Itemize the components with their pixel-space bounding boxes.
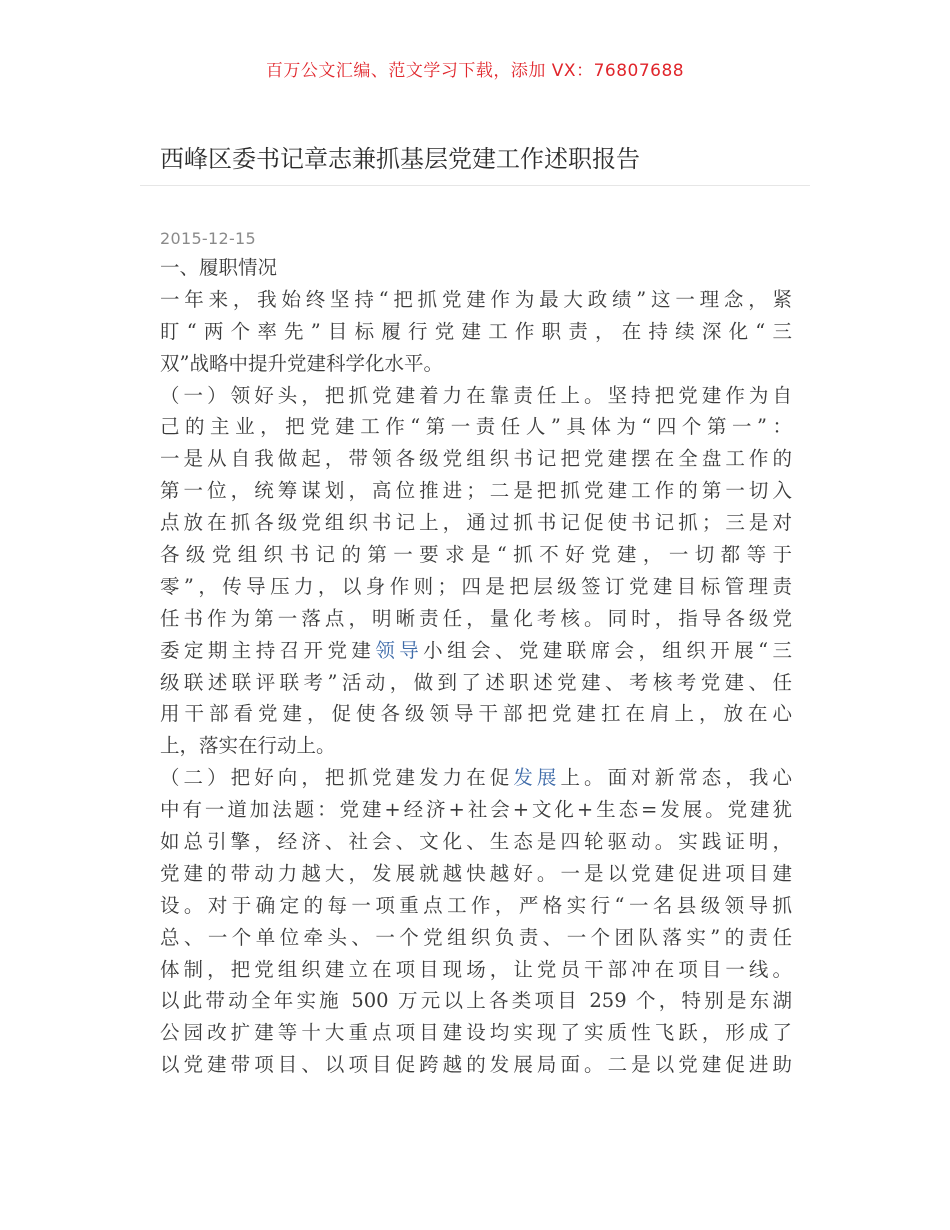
body-line: 党建的带动力越大，发展就越快越好。一是以党建促进项目建: [160, 861, 792, 885]
body-line: 一是从自我做起，带领各级党组织书记把党建摆在全盘工作的: [160, 447, 792, 471]
body-line: 点放在抓各级党组织书记上，通过抓书记促使书记抓；三是对: [160, 511, 792, 535]
body-line: 中有一道加法题：党建+经济+社会+文化+生态=发展。党建犹: [160, 798, 792, 822]
body-line: 各级党组织书记的第一要求是“抓不好党建，一切都等于: [160, 543, 792, 567]
body-line: 己的主业，把党建工作“第一责任人”具体为“四个第一”：: [160, 415, 792, 439]
section-heading: 一、履职情况: [160, 256, 278, 279]
body-line: 零”，传导压力，以身作则；四是把层级签订党建目标管理责: [160, 574, 792, 598]
article-body: [160, 252, 792, 1081]
body-line: 公园改扩建等十大重点项目建设均实现了实质性飞跃，形成了: [160, 1021, 792, 1045]
promo-banner: 百万公文汇编、范文学习下载，添加 VX：76807688: [265, 61, 685, 81]
body-line: 一年来，我始终坚持“把抓党建作为最大政绩”这一理念，紧: [160, 287, 792, 311]
body-line: 级联述联评联考”活动，做到了述职述党建、考核考党建、任: [160, 670, 792, 694]
body-line: 用干部看党建，促使各级领导干部把党建扛在肩上，放在心: [160, 702, 792, 726]
link-fazhan[interactable]: 发展: [513, 766, 561, 790]
document-title: 西峰区委书记章志兼抓基层党建工作述职报告: [160, 145, 640, 173]
body-line: 总、一个单位牵头、一个党组织负责、一个团队落实”的责任: [160, 925, 792, 949]
link-lingdao[interactable]: 领导: [375, 638, 424, 662]
body-line: 上，落实在行动上。: [160, 734, 336, 758]
body-line: 以党建带项目、以项目促跨越的发展局面。二是以党建促进助: [160, 1053, 792, 1077]
body-line: [160, 762, 792, 794]
body-line: 盯“两个率先”目标履行党建工作职责，在持续深化“三: [160, 319, 792, 343]
body-text: （二）把好向，把抓党建发力在促: [160, 766, 514, 790]
body-line: [160, 635, 792, 667]
body-line: 第一位，统筹谋划，高位推进；二是把抓党建工作的第一切入: [160, 479, 792, 503]
body-text: 上。面对新常态，我心: [560, 766, 792, 790]
body-line: （一）领好头，把抓党建着力在靠责任上。坚持把党建作为自: [160, 383, 792, 407]
title-divider: [140, 185, 810, 186]
body-line: 设。对于确定的每一项重点工作，严格实行“一名县级领导抓: [160, 893, 792, 917]
body-line: 以此带动全年实施 500 万元以上各类项目 259 个，特别是东湖: [160, 989, 792, 1013]
body-line: 体制，把党组织建立在项目现场，让党员干部冲在项目一线。: [160, 957, 792, 981]
body-line: 如总引擎，经济、社会、文化、生态是四轮驱动。实践证明，: [160, 830, 792, 854]
body-line: 任书作为第一落点，明晰责任，量化考核。同时，指导各级党: [160, 606, 792, 630]
body-line: 双”战略中提升党建科学化水平。: [160, 351, 443, 375]
publish-date: 2015-12-15: [160, 229, 256, 248]
body-text: 小组会、党建联席会，组织开展“三: [423, 638, 792, 662]
body-text: 委定期主持召开党建: [160, 638, 376, 662]
